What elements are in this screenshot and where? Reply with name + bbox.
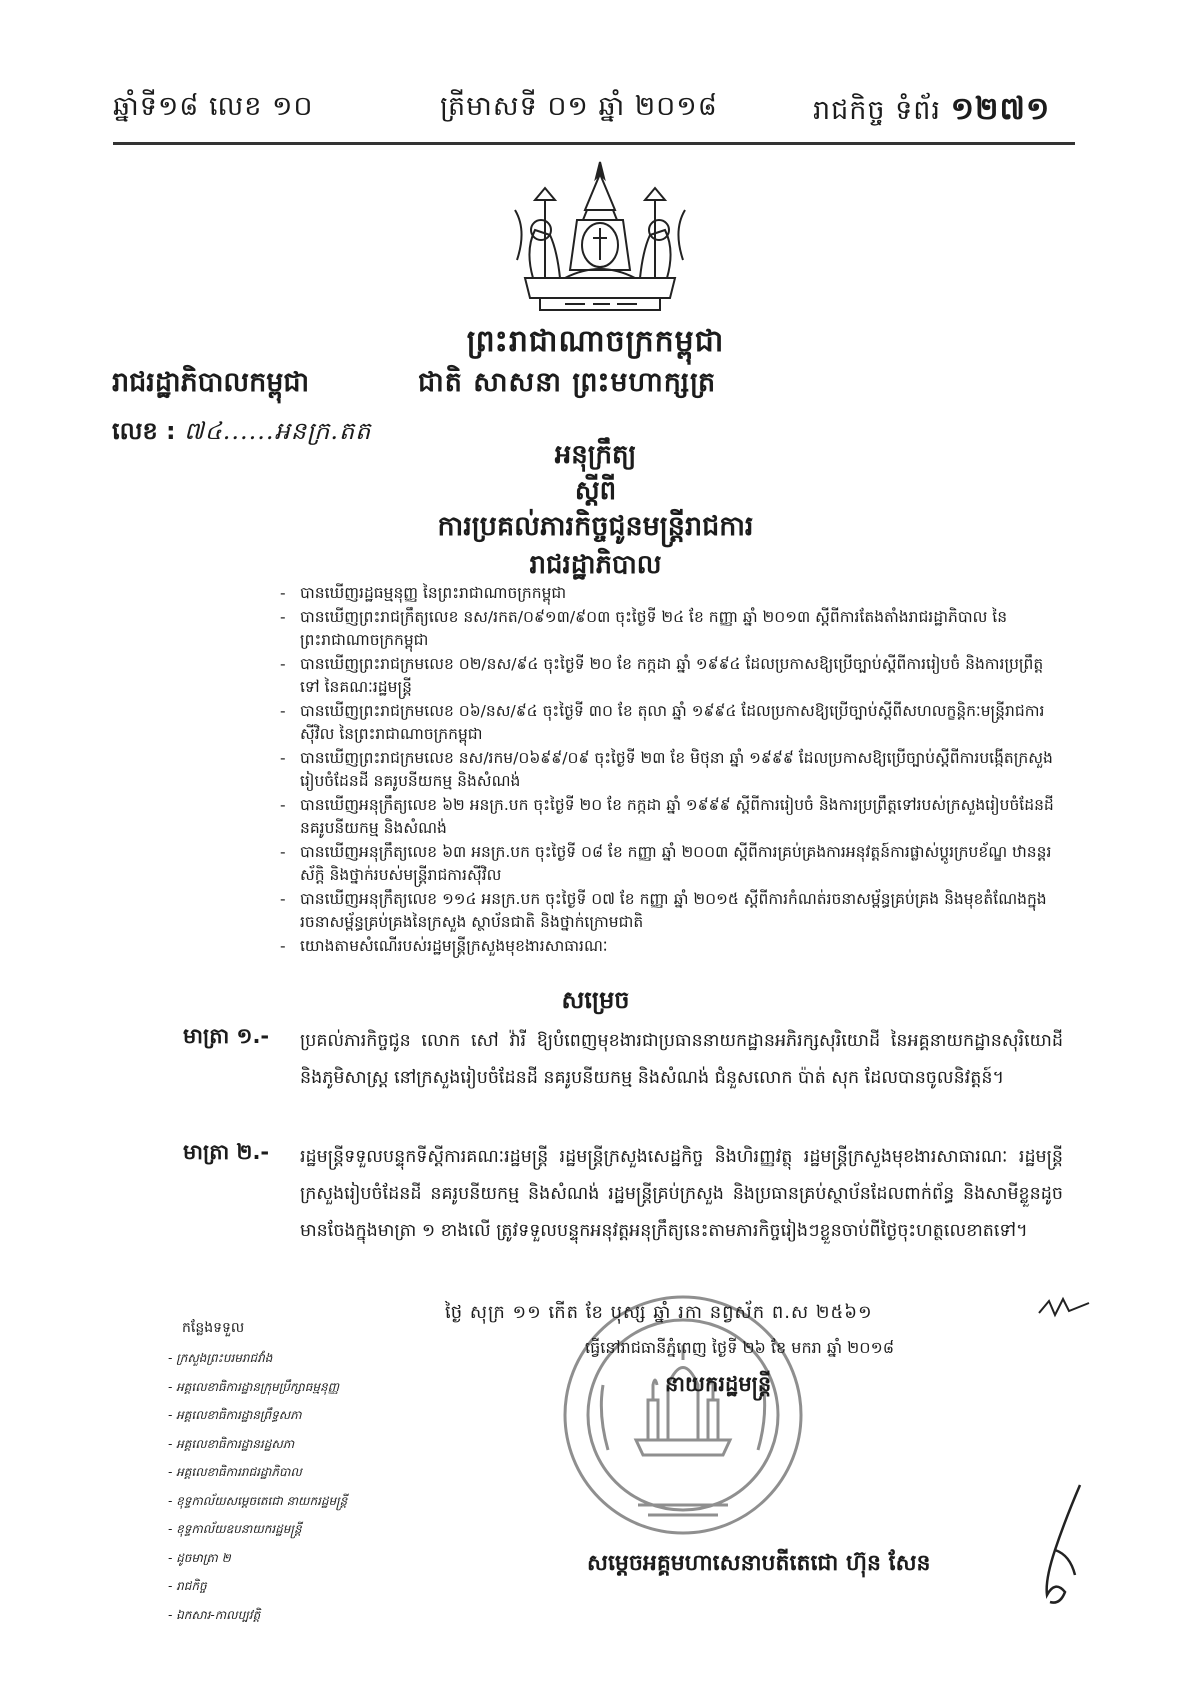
recipient-item: - ដូចមាត្រា ២ (168, 1550, 231, 1565)
decree-number-value: ៧៤......អនក្រ.តត (184, 417, 372, 445)
article-1 (183, 1023, 1063, 1097)
recipients-list (168, 1344, 347, 1629)
preamble-list (278, 582, 1058, 959)
gazette-date: ត្រីមាសទី ០១ ឆ្នាំ ២០១៨ (440, 91, 718, 122)
document-about: ស្តីពី (574, 476, 617, 506)
handwritten-signature-icon (1025, 1480, 1090, 1610)
lunar-date: ថ្ងៃ សុក្រ ១១ កើត ខែ បុស្ស ឆ្នាំ រកា នព្វស័ក ព.ស ២៥៦១ (445, 1302, 873, 1323)
article-label: មាត្រា ១.- (183, 1024, 270, 1048)
gazette-page-number: ១២៧១ (950, 91, 1051, 127)
recipient-item: - អគ្គលេខាធិការរាជរដ្ឋាភិបាល (168, 1465, 302, 1479)
gazette-page-label: រាជកិច្ច ទំព័រ (813, 95, 941, 126)
header-rule (113, 142, 1075, 145)
article-2 (183, 1139, 1063, 1250)
recipient-item: - អគ្គលេខាធិការដ្ឋានក្រុមប្រឹក្សាធម្មនុញ្ញ (168, 1379, 340, 1394)
kingdom-name: ព្រះរាជាណាចក្រកម្ពុជា (466, 324, 725, 359)
date-initial-mark-icon (1037, 1295, 1092, 1320)
document-type: អនុក្រឹត្យ (554, 440, 637, 470)
preamble-item: - បានឃើញព្រះរាជក្រមលេខ ០២/នស/៩៤ ចុះថ្ងៃទី ២០ ខែ កក្កដា ឆ្នាំ ១៩៩៤ ដែលប្រកាសឱ្យប្រើច្បាប់ស្តីពីការរៀបចំ និងការប្រព្រឹត្តទៅ នៃគណៈរដ្ឋមន្ត្រី (278, 653, 1058, 699)
gazette-page (813, 90, 1050, 135)
recipient-item: - ក្រសួងព្រះបរមរាជវាំង (168, 1351, 273, 1365)
preamble-item: - បានឃើញព្រះរាជក្រឹត្យលេខ នស/រកត/០៩១៣/៩០៣ ចុះថ្ងៃទី ២៤ ខែ កញ្ញា ឆ្នាំ ២០១៣ ស្តីពីការតែងតាំងរាជរដ្ឋាភិបាល នៃព្រះរាជាណាចក្រកម្ពុជា (278, 606, 1058, 652)
recipient-item: - ខុទ្ទកាល័យឧបនាយករដ្ឋមន្ត្រី (168, 1522, 302, 1536)
official-seal-icon (558, 1290, 808, 1540)
preamble-item: - បានឃើញអនុក្រឹត្យលេខ ៦៣ អនក្រ.បក ចុះថ្ងៃទី ០៨ ខែ កញ្ញា ឆ្នាំ ២០០៣ ស្តីពីការគ្រប់គ្រងការអនុវត្តន៍ការផ្លាស់ប្តូរក្របខ័ណ្ឌ ឋានន្តរស័ក្តិ និងថ្នាក់របស់មន្ត្រីរាជការស៊ីវិល (278, 841, 1058, 887)
preamble-item: - បានឃើញព្រះរាជក្រមលេខ ០៦/នស/៩៤ ចុះថ្ងៃទី ៣០ ខែ តុលា ឆ្នាំ ១៩៩៤ ដែលប្រកាសឱ្យប្រើច្បាប់ស្តីពីសហលក្ខន្តិកៈមន្ត្រីរាជការស៊ីវិល នៃព្រះរាជាណាចក្រកម្ពុជា (278, 700, 1058, 746)
recipient-item: - រាជកិច្ច (168, 1579, 207, 1593)
place-date: ធ្វើនៅរាជធានីភ្នំពេញ ថ្ងៃទី ២៦ ខែ មករា ឆ្នាំ ២០១៨ (585, 1338, 895, 1357)
decree-number-label: លេខ : (112, 417, 176, 445)
article-text: រដ្ឋមន្ត្រីទទួលបន្ទុកទីស្តីការគណៈរដ្ឋមន្ត្រី រដ្ឋមន្ត្រីក្រសួងសេដ្ឋកិច្ច និងហិរញ្ញវត្ថុ រដ្ឋមន្ត្រីក្រសួងមុខងារសាធារណៈ រដ្ឋមន្ត្រីក្រសួងរៀបចំដែនដី នគរូបនីយកម្ម និងសំណង់ រដ្ឋមន្ត្រីគ្រប់ក្រសួង និងប្រធានគ្រប់ស្ថាប័នដែលពាក់ព័ន្ធ និងសាមីខ្លួនដូចមានចែងក្នុងមាត្រា ១ ខាងលើ ត្រូវទទួលបន្ទុកអនុវត្តអនុក្រឹត្យនេះតាមភារកិច្ចរៀងៗខ្លួនចាប់ពីថ្ងៃចុះហត្ថលេខាតទៅ។ (300, 1147, 1063, 1241)
government-name: រាជរដ្ឋាភិបាលកម្ពុជា (112, 367, 310, 398)
recipients-title: កន្លែងទទួល (182, 1320, 245, 1336)
recipient-item: - ឯកសារ-កាលប្បវត្តិ (168, 1607, 261, 1622)
national-motto: ជាតិ សាសនា ព្រះមហាក្សត្រ (418, 367, 717, 398)
recipient-item: - អគ្គលេខាធិការដ្ឋានព្រឹទ្ធសភា (168, 1408, 302, 1422)
preamble-item: - យោងតាមសំណើរបស់រដ្ឋមន្ត្រីក្រសួងមុខងារសាធារណៈ (278, 935, 1058, 958)
preamble-item: - បានឃើញរដ្ឋធម្មនុញ្ញ នៃព្រះរាជាណាចក្រកម្ពុជា (278, 582, 1058, 605)
signer-name: សម្តេចអគ្គមហាសេនាបតីតេជោ ហ៊ុន សែន (587, 1551, 931, 1576)
decision-heading: សម្រេច (561, 986, 630, 1014)
preamble-item: - បានឃើញអនុក្រឹត្យលេខ ១១៤ អនក្រ.បក ចុះថ្ងៃទី ០៧ ខែ កញ្ញា ឆ្នាំ ២០១៥ ស្តីពីការកំណត់រចនាសម្ព័ន្ធគ្រប់គ្រង និងមុខតំណែងក្នុងរចនាសម្ព័ន្ធគ្រប់គ្រងនៃក្រសួង ស្ថាប័នជាតិ និងថ្នាក់ក្រោមជាតិ (278, 888, 1058, 934)
document-subject: ការប្រគល់ភារកិច្ចជូនមន្ត្រីរាជការ (437, 511, 754, 542)
recipient-item: - អគ្គលេខាធិការដ្ឋានរដ្ឋសភា (168, 1436, 295, 1451)
preamble-item: - បានឃើញព្រះរាជក្រមលេខ នស/រកម/០៦៩៩/០៩ ចុះថ្ងៃទី ២៣ ខែ មិថុនា ឆ្នាំ ១៩៩៩ ដែលប្រកាសឱ្យប្រើច្បាប់ស្តីពីការបង្កើតក្រសួងរៀបចំដែនដី នគរូបនីយកម្ម និងសំណង់ (278, 747, 1058, 793)
gazette-issue: ឆ្នាំទី១៨ លេខ ១០ (113, 91, 314, 122)
recipient-item: - ខុទ្ទកាល័យសម្តេចតេជោ នាយករដ្ឋមន្ត្រី (168, 1493, 348, 1508)
article-label: មាត្រា ២.- (183, 1140, 270, 1164)
document-issuer: រាជរដ្ឋាភិបាល (529, 550, 662, 580)
preamble-item: - បានឃើញអនុក្រឹត្យលេខ ៦២ អនក្រ.បក ចុះថ្ងៃទី ២០ ខែ កក្កដា ឆ្នាំ ១៩៩៩ ស្តីពីការរៀបចំ និងការប្រព្រឹត្តទៅរបស់ក្រសួងរៀបចំដែនដី នគរូបនីយកម្ម និងសំណង់ (278, 794, 1058, 840)
pm-title: នាយករដ្ឋមន្ត្រី (665, 1372, 772, 1396)
article-text: ប្រគល់ភារកិច្ចជូន លោក សៅ វ៉ារី ឱ្យបំពេញមុខងារជាប្រធាននាយកដ្ឋានអភិរក្សសុរិយោដី នៃអគ្គនាយកដ្ឋានសុរិយោដី និងភូមិសាស្ត្រ នៅក្រសួងរៀបចំដែនដី នគរូបនីយកម្ម និងសំណង់ ជំនួសលោក ប៉ាត់ សុក ដែលបានចូលនិវត្តន៍។ (300, 1031, 1063, 1088)
royal-emblem-icon (505, 160, 695, 320)
